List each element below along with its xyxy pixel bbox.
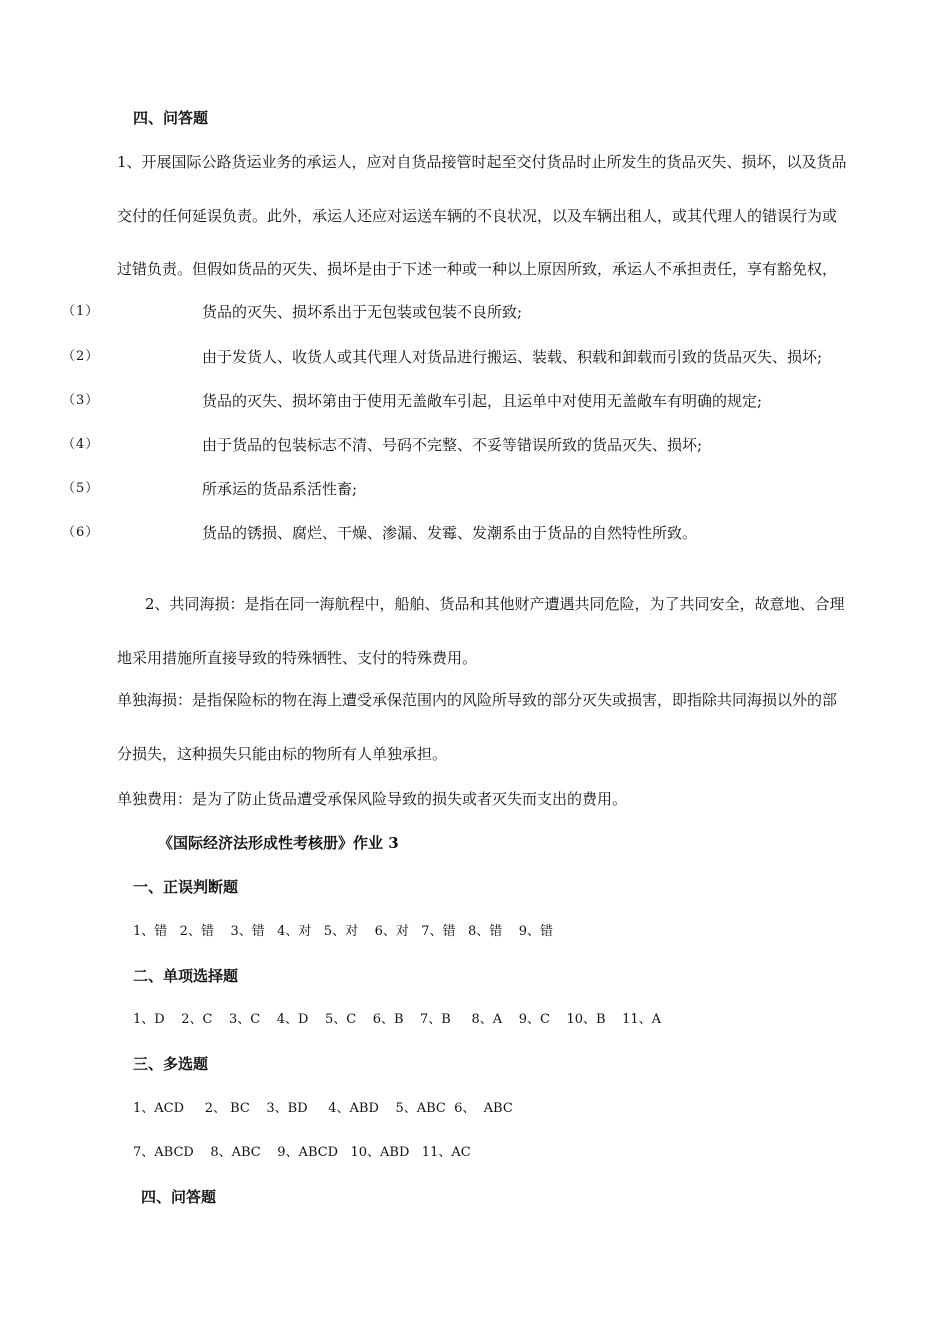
q2-line-4: 分损失，这种损失只能由标的物所有人单独承担。 [117, 745, 448, 763]
exemption-num-2: （2） [62, 349, 100, 364]
q2-line-5: 单独费用：是为了防止货品遭受承保风险导致的损失或者灭失而支出的费用。 [117, 790, 628, 808]
q1-line-1: 1、开展国际公路货运业务的承运人，应对自货品接管时起至交付货品时止所发生的货品灭失、损坏，以及货品 [117, 153, 847, 171]
q1-line-3: 过错负责。但假如货品的灭失、损坏是由于下述一种或一种以上原因所致，承运人不承担责任，享有豁免权， [117, 260, 838, 278]
mc-answers-2: 7、ABCD 8、ABC 9、ABCD 10、ABD 11、AC [133, 1145, 471, 1160]
exemption-num-6: （6） [62, 525, 100, 540]
mc-answers-1: 1、ACD 2、 BC 3、BD 4、ABD 5、ABC 6、 ABC [133, 1101, 513, 1116]
sc-heading: 二、单项选择题 [133, 967, 239, 985]
exemption-text-5: 所承运的货品系活性畜; [202, 480, 358, 498]
assignment-title: 《国际经济法形成性考核册》作业 3 [158, 834, 399, 852]
q2-line-2: 地采用措施所直接导致的特殊牺牲、支付的特殊费用。 [117, 649, 478, 667]
tf-heading: 一、正误判断题 [133, 878, 239, 896]
exemption-text-2: 由于发货人、收货人或其代理人对货品进行搬运、装载、积载和卸载而引致的货品灭失、损坏; [202, 348, 823, 366]
sc-answers: 1、D 2、C 3、C 4、D 5、C 6、B 7、B 8、A 9、C 10、B 11、A [133, 1012, 662, 1027]
section-heading-qa: 四、问答题 [133, 109, 209, 127]
exemption-text-1: 货品的灭失、损坏系出于无包装或包装不良所致; [202, 303, 523, 321]
exemption-num-1: （1） [62, 304, 100, 319]
mc-heading: 三、多选题 [133, 1055, 209, 1073]
exemption-text-6: 货品的锈损、腐烂、干燥、渗漏、发霉、发潮系由于货品的自然特性所致。 [202, 524, 698, 542]
q2-line-3: 单独海损：是指保险标的物在海上遭受承保范围内的风险所导致的部分灭失或损害，即指除共同海损以外的部 [117, 691, 838, 709]
tf-answers: 1、错 2、错 3、错 4、对 5、对 6、对 7、错 8、错 9、错 [133, 924, 554, 939]
exemption-text-4: 由于货品的包装标志不清、号码不完整、不妥等错误所致的货品灭失、损坏; [202, 436, 703, 454]
exemption-num-4: （4） [62, 437, 100, 452]
exemption-num-5: （5） [62, 481, 100, 496]
q2-line-1: 2、共同海损：是指在同一海航程中，船舶、货品和其他财产遭遇共同危险，为了共同安全，故意地、合理 [145, 595, 845, 613]
qa-heading-bottom: 四、问答题 [141, 1188, 217, 1206]
exemption-text-3: 货品的灭失、损坏第由于使用无盖敞车引起，且运单中对使用无盖敞车有明确的规定; [202, 392, 763, 410]
q1-line-2: 交付的任何延误负责。此外，承运人还应对运送车辆的不良状况，以及车辆出租人，或其代理人的错误行为或 [117, 207, 838, 225]
exemption-num-3: （3） [62, 393, 100, 408]
